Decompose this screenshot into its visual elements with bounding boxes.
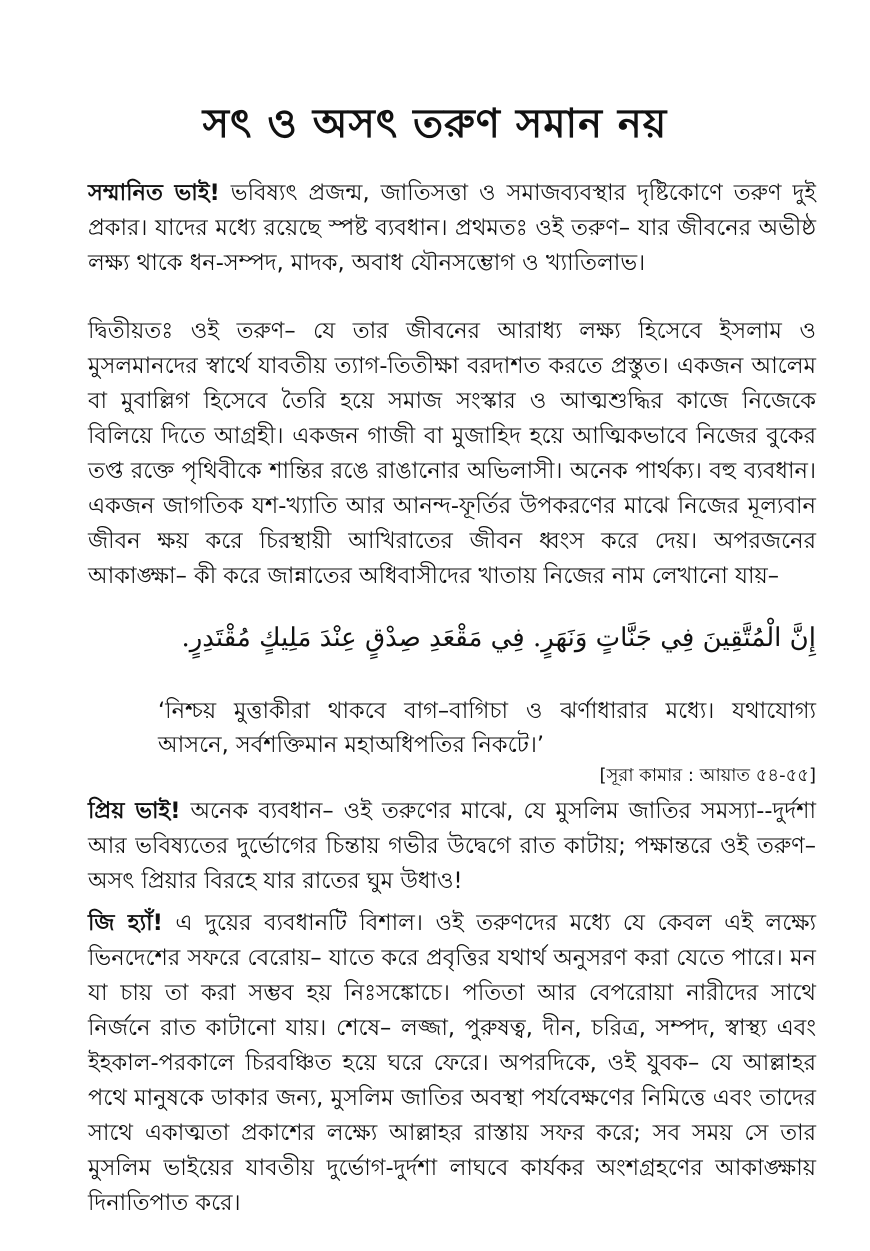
paragraph-4-lead: জি হ্যাঁ! [88,910,163,936]
paragraph-4 [88,906,816,1221]
page-title: সৎ ও অসৎ তরুণ সমান নয় [202,101,668,147]
paragraph-1-lead: সম্মানিত ভাই! [88,180,220,206]
paragraph-3 [88,794,816,899]
paragraph-3-lead: প্রিয় ভাই! [88,798,181,824]
paragraph-4-text: এ দুয়ের ব্যবধানটি বিশাল। ওই তরুণদের মধ্যে যে কেবল এই লক্ষ্যে ভিনদেশের সফরে বেরোয়– যাতে করে প্রবৃত্তির যথার্থ অনুসরণ করা যেতে পারে। মন যা চায় তা করা সম্ভব হয় নিঃসঙ্কোচে। পতিতা আর বেপরোয়া নারীদের সাথে নির্জনে রাত কাটানো যায়। শেষে– লজ্জা, পুরুষত্ব, দীন, চরিত্র, সম্পদ, স্বাস্থ্য এবং ইহকাল-পরকালে চিরবঞ্চিত হয়ে ঘরে ফেরে। অপরদিকে, ওই যুবক– যে আল্লাহর পথে মানুষকে ডাকার জন্য, মুসলিম জাতির অবস্থা পর্যবেক্ষণের নিমিত্তে এবং তাদের সাথে একাত্মতা প্রকাশের লক্ষ্যে আল্লাহর রাস্তায় সফর করে; সব সময় সে তার মুসলিম ভাইয়ের যাবতীয় দুর্ভোগ-দুর্দশা লাঘবে কার্যকর অংশগ্রহণের আকাঙ্ক্ষায় দিনাতিপাত করে। [88,910,816,1216]
arabic-verse: إِنَّ الْمُتَّقِينَ فِي جَنَّاتٍ وَنَهَرٍ. فِي مَقْعَدِ صِدْقٍ عِنْدَ مَلِيكٍ مُقْتَدِرٍ. [181,623,816,653]
paragraph-3-text: অনেক ব্যবধান– ওই তরুণের মাঝে, যে মুসলিম জাতির সমস্যা--দুর্দশা আর ভবিষ্যতের দুর্ভোগের চিন্তায় গভীর উদ্বেগে রাত কাটায়; পক্ষান্তরে ওই তরুণ– অসৎ প্রিয়ার বিরহে যার রাতের ঘুম উধাও! [88,798,817,894]
paragraph-1-text: ভবিষ্যৎ প্রজন্ম, জাতিসত্তা ও সমাজব্যবস্থার দৃষ্টিকোণে তরুণ দুই প্রকার। যাদের মধ্যে রয়েছে স্পষ্ট ব্যবধান। প্রথমতঃ ওই তরুণ– যার জীবনের অভীষ্ঠ লক্ষ্য থাকে ধন-সম্পদ, মাদক, অবাধ যৌনসম্ভোগ ও খ্যাতিলাভ। [88,180,816,276]
paragraph-2 [88,314,816,594]
verse-reference: [সূরা কামার : আয়াত ৫৪-৫৫] [599,765,816,786]
paragraph-1 [88,176,816,281]
paragraph-2-text: দ্বিতীয়তঃ ওই তরুণ– যে তার জীবনের আরাধ্য লক্ষ্য হিসেবে ইসলাম ও মুসলমানদের স্বার্থে যাবতীয় ত্যাগ-তিতীক্ষা বরদাশত করতে প্রস্তুত। একজন আলেম বা মুবাল্লিগ হিসেবে তৈরি হয়ে সমাজ সংস্কার ও আত্মশুদ্ধির কাজে নিজেকে বিলিয়ে দিতে আগ্রহী। একজন গাজী বা মুজাহিদ হয়ে আত্মিকভাবে নিজের বুকের তপ্ত রক্তে পৃথিবীকে শান্তির রঙে রাঙানোর অভিলাসী। অনেক পার্থক্য। বহু ব্যবধান। একজন জাগতিক যশ-খ্যাতি আর আনন্দ-ফূর্তির উপকরণের মাঝে নিজের মূল্যবান জীবন ক্ষয় করে চিরস্থায়ী আখিরাতের জীবন ধ্বংস করে দেয়। অপরজনের আকাঙ্ক্ষা– কী করে জান্নাতের অধিবাসীদের খাতায় নিজের নাম লেখানো যায়– [88,318,816,589]
verse-translation: ‘নিশ্চয় মুত্তাকীরা থাকবে বাগ–বাগিচা ও ঝর্ণাধারার মধ্যে। যথাযোগ্য আসনে, সর্বশক্তিমান মহাঅধিপতির নিকটে।’ [158,698,816,758]
